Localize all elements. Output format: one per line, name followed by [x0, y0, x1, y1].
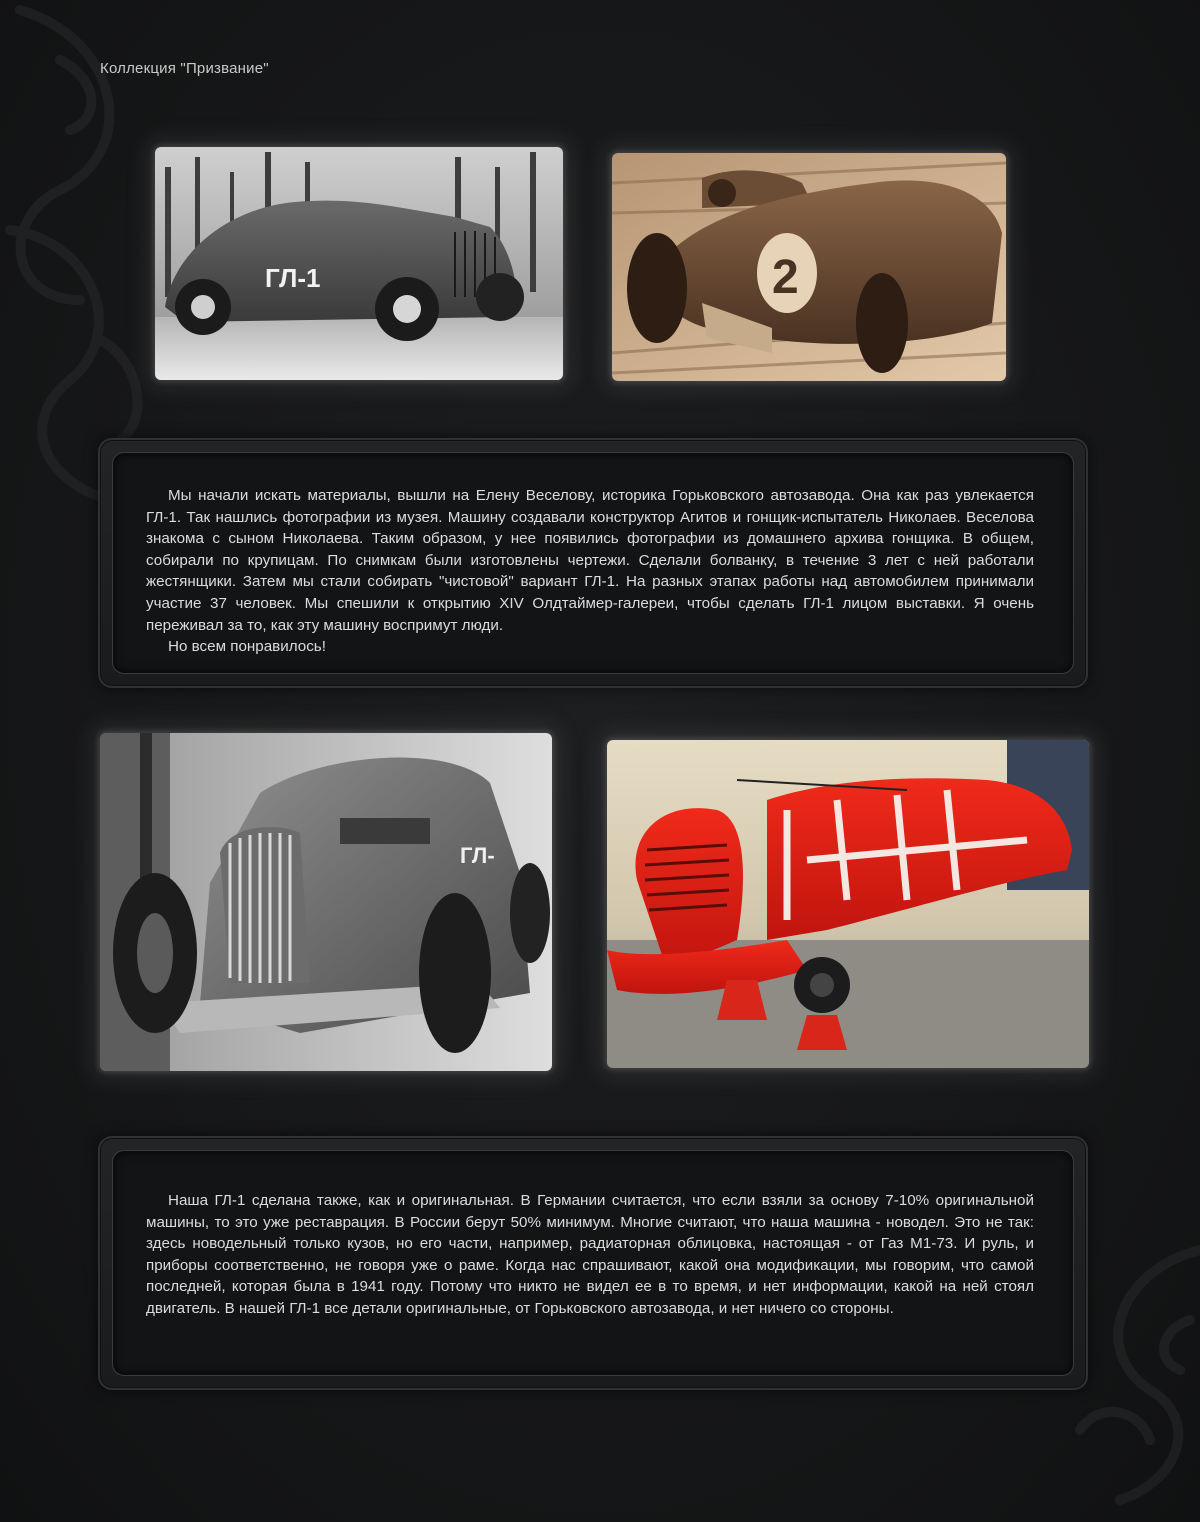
restoration-text-block — [146, 1190, 1034, 1320]
story-paragraph: Мы начали искать материалы, вышли на Елену Веселову, историка Горьковского автозавода. Она как раз увлекается ГЛ-1. Так нашлись фотографии из музея. Машину создавали конструктор Агитов и гонщик-испытатель Николаев. Веселова знакома с сыном Николаева. Таким образом, у нее появились фотографии из домашнего архива гонщика. В общем, собирали по крупицам. По снимкам были изготовлены чертежи. Сделали болванку, в течение 3 лет с ней работали жестянщики. Затем мы стали собирать "чистовой" вариант ГЛ-1. На разных этапах работы над автомобилем принимали участие 37 человек. Мы спешили к открытию XIV Олдтаймер-галереи, чтобы сделать ГЛ-1 лицом выставки. Я очень переживал за то, как эту машину воспримут люди. — [146, 487, 1034, 634]
gl1-side-plate-text: ГЛ- — [460, 843, 495, 868]
collection-title: Коллекция "Призвание" — [100, 60, 269, 77]
gl1-plate-text: ГЛ-1 — [265, 263, 321, 293]
story-text-block — [146, 485, 1034, 658]
restoration-paragraph: Наша ГЛ-1 сделана также, как и оригинальная. В Германии считается, что если взяли за основу 7-10% оригинальной машины, то это уже реставрация. В России берут 50% минимум. Многие считают, что наша машина - новодел. Это не так: здесь новодельный только кузов, но его части, например, радиаторная облицовка, настоящая - от Газ М1-73. И руль, и приборы соответственно, не говоря уже о раме. Когда нас спрашивают, какой она модификации, мы говорим, что самой последней, которая была в 1941 году. Потому что никто не видел ее в то время, и нет информации, какой на ней стоял двигатель. В нашей ГЛ-1 все детали оригинальные, от Горьковского автозавода, и нет ничего со стороны. — [146, 1192, 1034, 1317]
photo-gl1-red-restoration — [607, 740, 1089, 1068]
photo-gl1-front-bw — [100, 733, 552, 1071]
story-paragraph: Но всем понравилось! — [168, 638, 326, 656]
race-number-text: 2 — [772, 251, 799, 304]
photo-gl1-side-bw — [155, 147, 563, 380]
photo-race-illustration-sepia — [612, 153, 1006, 381]
